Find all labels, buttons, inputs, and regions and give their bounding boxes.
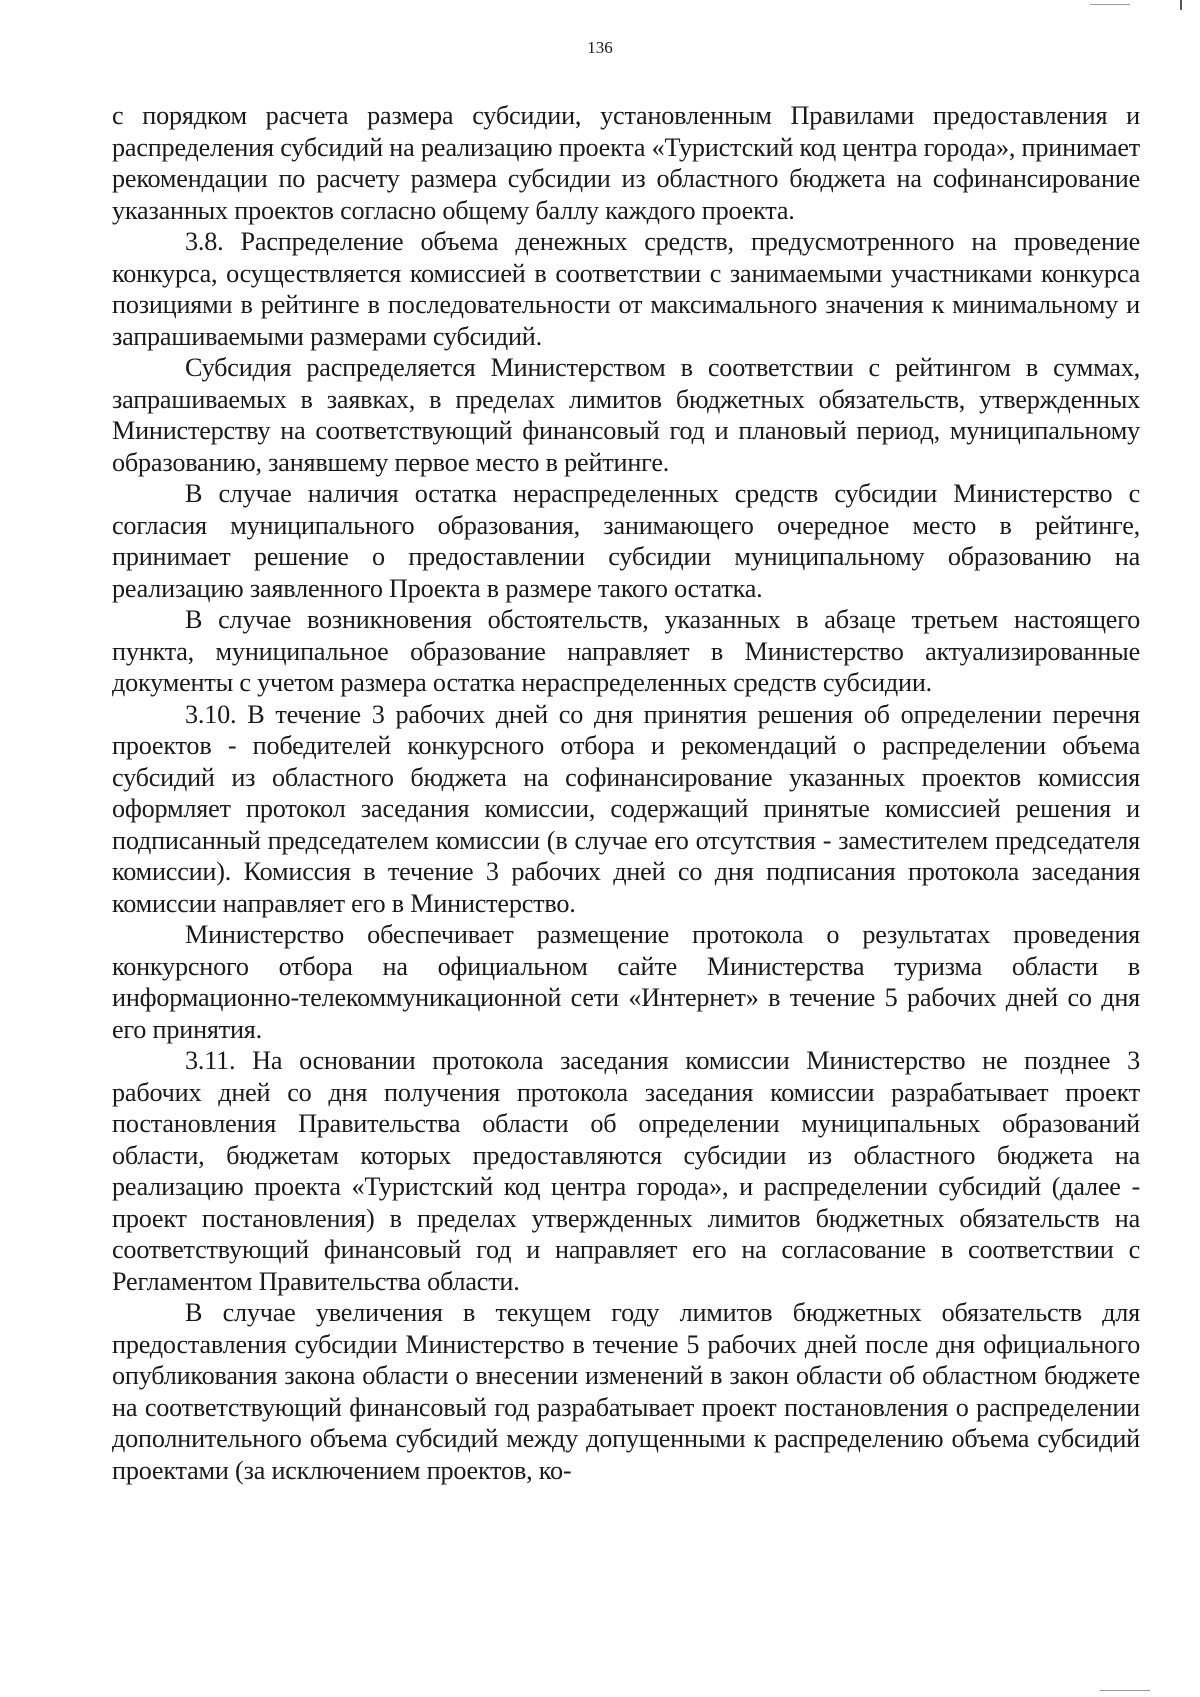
paragraph-3-10: 3.10. В течение 3 рабочих дней со дня принятия решения об определении перечня проектов - победителей конкурсного отбора и рекомендаций о распределении объема субсидий из областного бюджета на софинансирование указанных проектов комиссия оформляет протокол заседания комиссии, содержащий принятые комиссией решения и подписанный председателем комиссии (в случае его отсутствия - заместителем председателя комиссии). Комиссия в течение 3 рабочих дней со дня подписания протокола заседания комиссии направляет его в Министерство. <box>112 699 1140 918</box>
paragraph-subsidy-distribution: Субсидия распределяется Министерством в соответствии с рейтингом в суммах, запрашиваемых в заявках, в пределах лимитов бюджетных обязательств, утвержденных Министерству на соответствующий финансовый год и плановый период, муниципальному образованию, занявшему первое место в рейтинге. <box>112 353 1140 477</box>
paragraph-1: с порядком расчета размера субсидии, установленным Правилами предоставления и распределения субсидий на реализацию проекта «Туристский код центра города», принимает рекомендации по расчету размера субсидии из областного бюджета на софинансирование указанных проектов согласно общему баллу каждого проекта. <box>112 101 1140 225</box>
scan-edge-mark-top <box>1180 0 1182 10</box>
paragraph-protocol-publication: Министерство обеспечивает размещение протокола о результатах проведения конкурсного отбора на официальном сайте Министерства туризма области в информационно-телекоммуникационной сети «Интернет» в течение 5 рабочих дней со дня его принятия. <box>112 920 1140 1044</box>
scan-edge-mark-bottom <box>1100 1690 1150 1691</box>
paragraph-3-11: 3.11. На основании протокола заседания комиссии Министерство не позднее 3 рабочих дней со дня получения протокола заседания комиссии разрабатывает проект постановления Правительства области об определении муниципальных образований области, бюджетам которых предоставляются субсидии из областного бюджета на реализацию проекта «Туристский код центра города», и распределении субсидий (далее - проект постановления) в пределах утвержденных лимитов бюджетных обязательств на соответствующий финансовый год и направляет его на согласование в соответствии с Регламентом Правительства области. <box>112 1046 1140 1296</box>
page-number: 136 <box>587 38 613 57</box>
paragraph-limits-increase: В случае увеличения в текущем году лимитов бюджетных обязательств для предоставления субсидии Министерство в течение 5 рабочих дней после дня официального опубликования закона области о внесении изменений в закон области об областном бюджете на соответствующий финансовый год разрабатывает проект постановления о распределении дополнительного объема субсидий между допущенными к распределению объема субсидий проектами (за исключением проектов, ко- <box>112 1298 1140 1485</box>
paragraph-3-8: 3.8. Распределение объема денежных средств, предусмотренного на проведение конкурса, осуществляется комиссией в соответствии с занимаемыми участниками конкурса позициями в рейтинге в последовательности от максимального значения к минимальному и запрашиваемыми размерами субсидий. <box>112 227 1140 351</box>
paragraph-remainder: В случае наличия остатка нераспределенных средств субсидии Министерство с согласия муниципального образования, занимающего очередное место в рейтинге, принимает решение о предоставлении субсидии муниципальному образованию на реализацию заявленного Проекта в размере такого остатка. <box>112 479 1140 603</box>
paragraph-circumstances: В случае возникновения обстоятельств, указанных в абзаце третьем настоящего пункта, муниципальное образование направляет в Министерство актуализированные документы с учетом размера остатка нераспределенных средств субсидии. <box>112 605 1140 697</box>
document-body <box>112 100 1140 1486</box>
scan-edge-mark-top-dots <box>1090 4 1130 5</box>
